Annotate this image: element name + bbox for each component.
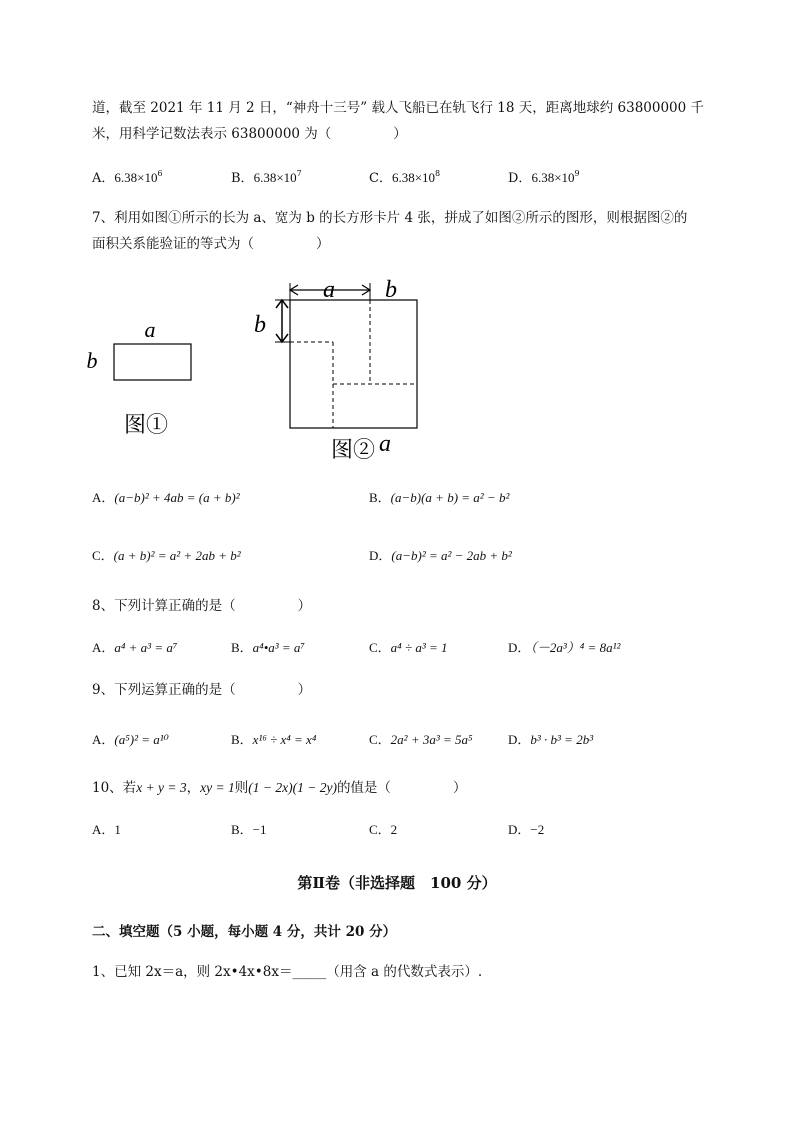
q7-stem-text: 面积关系能验证的等式为（: [92, 236, 254, 252]
fig2-label-a-top: a: [323, 277, 335, 303]
fig1-rectangle: [114, 344, 191, 380]
q10-condition-product: xy = 1: [200, 780, 235, 795]
q7-stem-end: ）: [316, 236, 330, 252]
q8-stem: 8、下列计算正确的是（ ）: [92, 598, 312, 614]
q7-option-c: C．(a + b)² = a² + 2ab + b²: [92, 548, 241, 563]
q9-stem: 9、下列运算正确的是（ ）: [92, 682, 312, 698]
q6-option-c: C．$6.38\times 10^8$: [369, 169, 441, 186]
fig1-caption: 图①: [123, 413, 169, 438]
fig2-label-a-bottom: a: [379, 431, 391, 457]
fig1-label-b: b: [86, 348, 98, 373]
q7-stem-line2: [92, 234, 330, 254]
fig2-caption: 图②: [330, 438, 376, 463]
q7-option-d: D．(a−b)² = a² − 2ab + b²: [369, 548, 512, 563]
q6-option-a: A．$6.38\times 10^6$: [92, 169, 163, 186]
q10-expression: (1 − 2x)(1 − 2y): [248, 780, 337, 795]
q10-option-a: A．1: [92, 822, 121, 837]
q8-option-d: D．（－2a³）⁴ = 8a¹²: [508, 640, 621, 655]
fill1-question: 1、已知 2x＝a，则 2x•4x•8x＝_____（用含 a 的代数式表示）.: [92, 964, 483, 980]
q6-stem-text: 米，用科学记数法表示 63800000 为（: [92, 126, 332, 142]
figure-1: [80, 310, 220, 440]
q9-option-c: C．2a² + 3a³ = 5a⁵: [369, 732, 473, 747]
q6-stem-line2: [92, 124, 407, 144]
q10-stem: 10、若x + y = 3，xy = 1则(1 − 2x)(1 − 2y)的值是（ ）: [92, 780, 467, 796]
q9-option-d: D．b³ · b³ = 2b³: [508, 732, 594, 747]
q7-stem-line1: 7、利用如图①所示的长为 a、宽为 b 的长方形卡片 4 张，拼成了如图②所示的图形，则根据图②的: [92, 210, 688, 226]
q10-condition-sum: x + y = 3: [136, 780, 187, 795]
fig1-label-a: a: [144, 317, 156, 342]
q9-option-b: B．x¹⁶ ÷ x⁴ = x⁴: [231, 732, 317, 747]
section-fill-in-heading: 二、填空题（5 小题，每小题 4 分，共计 20 分）: [92, 924, 397, 940]
fig2-dashed-lines: [290, 300, 417, 428]
q7-option-b: B．(a−b)(a + b) = a² − b²: [369, 490, 510, 505]
part-two-heading: 第Ⅱ卷（非选择题 100 分）: [297, 874, 497, 892]
q8-option-c: C．a⁴ ÷ a³ = 1: [369, 640, 448, 655]
figure-2: [245, 275, 435, 465]
q6-option-d: D．$6.38\times 10^9$: [508, 169, 580, 186]
q6-option-b: B．$6.38\times 10^7$: [231, 169, 302, 186]
q9-option-a: A．(a⁵)² = a¹⁰: [92, 732, 169, 747]
fig2-label-b-left: b: [254, 312, 266, 338]
q10-option-c: C．2: [369, 822, 398, 837]
q10-option-d: D．−2: [508, 822, 545, 837]
q7-option-a: A．(a−b)² + 4ab = (a + b)²: [92, 490, 240, 505]
q6-stem-line1: 道，截至 2021 年 11 月 2 日，“神舟十三号” 载人飞船已在轨飞行 18 天，距离地球约 63800000 千: [92, 100, 705, 116]
fig2-outer-square: [290, 300, 417, 428]
q6-stem-end: ）: [393, 126, 407, 142]
q10-option-b: B．−1: [231, 822, 267, 837]
q8-option-b: B．a⁴•a³ = a⁷: [231, 640, 305, 655]
fig2-label-b-top: b: [385, 277, 397, 303]
q8-option-a: A．a⁴ + a³ = a⁷: [92, 640, 178, 655]
